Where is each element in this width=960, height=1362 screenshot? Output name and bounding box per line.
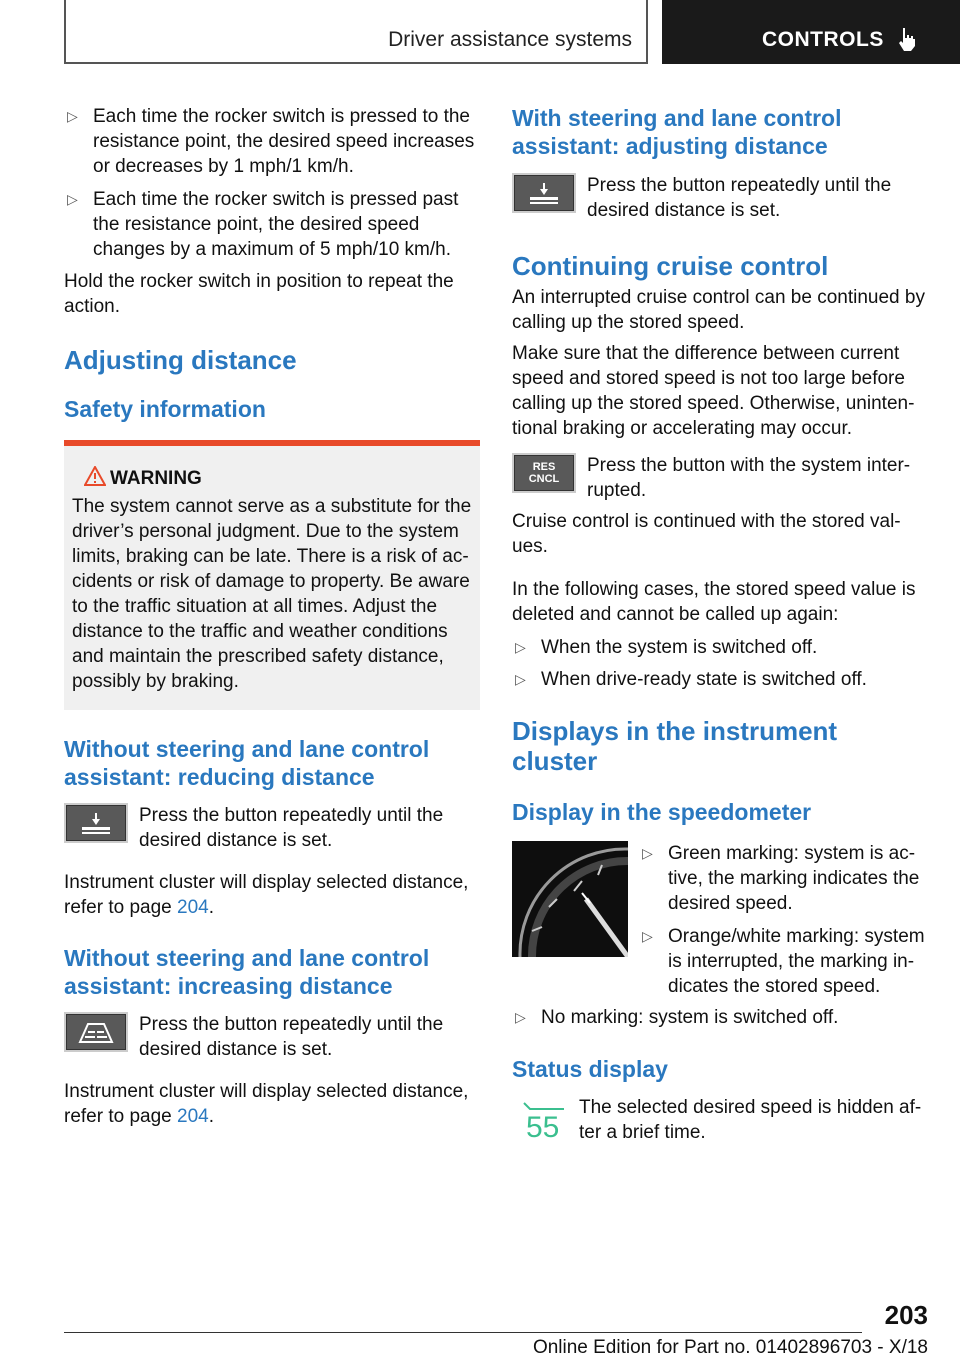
speedometer-block	[512, 841, 928, 997]
page-link-204[interactable]: 204	[177, 1106, 209, 1127]
heading-with-steering: With steering and lane control assistant: adjusting distance	[512, 105, 842, 159]
speedometer-image	[512, 841, 628, 957]
header-controls-tab	[662, 0, 960, 64]
warning-body: The system cannot serve as a substitute for the driver’s personal judgment. Due to the system limits, braking can be late. There is a risk of ac‐cidents or risk of damage to property. Be aware to the traffic situation at all times. Adjust the distance to the traffic and weather conditions and maintain the prescribed safety distance, possibly by braking.	[72, 496, 472, 692]
warning-title: WARNING	[72, 466, 474, 491]
status-block	[512, 1095, 928, 1155]
left-column	[64, 104, 480, 1129]
triangle-bullet-icon: ▷	[515, 639, 526, 655]
cont-p1: An interrupted cruise control can be continued by calling up the stored speed.	[512, 287, 925, 333]
with-button-text: Press the button repeatedly until the desired distance is set.	[587, 175, 892, 221]
res-button-text: Press the button with the system inter‐rupted.	[587, 455, 911, 501]
cont-p4: In the following cases, the stored speed value is deleted and cannot be called up again:	[512, 579, 916, 625]
reducing-after-text: Instrument cluster will display selected distance, refer to page 204.	[64, 872, 469, 918]
status-text: The selected desired speed is hidden af‐ter a brief time.	[579, 1097, 922, 1143]
heading-safety-information: Safety information	[64, 396, 266, 422]
triangle-bullet-icon: ▷	[515, 1009, 526, 1025]
heading-reducing-distance: Without steering and lane control assistant: reducing distance	[64, 736, 430, 790]
increasing-after-text: Instrument cluster will display selected distance, refer to page 204.	[64, 1081, 469, 1127]
warning-triangle-icon	[84, 466, 106, 486]
triangle-bullet-icon: ▷	[67, 108, 78, 124]
list-item: ▷ Each time the rocker switch is pressed to the resistance point, the desired speed increases or decreases by 1 mph/1 km/h.	[67, 106, 475, 177]
with-button-row	[512, 173, 928, 223]
list-item: ▷ When the system is switched off.	[515, 637, 818, 658]
hand-pointer-icon	[896, 26, 918, 57]
status-speed-number: 55	[526, 1111, 560, 1144]
distance-increase-button-icon	[64, 1012, 128, 1052]
header-section-box	[64, 0, 648, 64]
increasing-button-text: Press the button repeatedly until the desired distance is set.	[139, 1014, 444, 1060]
footer-edition: Online Edition for Part no. 01402896703 - X/18	[532, 1337, 928, 1358]
triangle-bullet-icon: ▷	[67, 191, 78, 207]
triangle-bullet-icon: ▷	[515, 671, 526, 687]
reducing-button-text: Press the button repeatedly until the desired distance is set.	[139, 805, 444, 851]
distance-reduce-button-icon	[64, 803, 128, 843]
triangle-bullet-icon: ▷	[642, 845, 653, 861]
header-tab-label: CONTROLS	[762, 28, 884, 51]
heading-increasing-distance: Without steering and lane control assistant: increasing distance	[64, 945, 430, 999]
list-item: ▷ Green marking: system is ac‐tive, the marking indicates the desired speed.	[642, 843, 920, 914]
res-button-row	[512, 453, 928, 503]
list-item: ▷ When drive-ready state is switched off.	[515, 669, 867, 690]
heading-status-display: Status display	[512, 1056, 668, 1082]
list-item: ▷ No marking: system is switched off.	[515, 1007, 839, 1028]
hold-text: Hold the rocker switch in position to repeat the action.	[64, 271, 454, 317]
header-section-title: Driver assistance systems	[388, 28, 632, 51]
list-item: ▷ Orange/white marking: system is interrupted, the marking in‐dicates the stored speed.	[642, 926, 925, 997]
triangle-bullet-icon: ▷	[642, 928, 653, 944]
heading-display-speedometer: Display in the speedometer	[512, 799, 812, 825]
heading-adjusting-distance: Adjusting distance	[64, 345, 297, 375]
heading-continuing-cruise-control: Continuing cruise control	[512, 251, 829, 281]
heading-displays-instrument-cluster: Displays in the instrument cluster	[512, 716, 838, 776]
list-item: ▷ Each time the rocker switch is pressed past the resistance point, the desired speed changes by a maximum of 5 mph/10 km/h.	[67, 189, 459, 260]
warning-box	[64, 440, 480, 710]
reducing-button-row	[64, 803, 480, 853]
distance-adjust-button-icon	[512, 173, 576, 213]
footer-divider	[64, 1332, 862, 1333]
cont-p2: Make sure that the difference between current speed and stored speed is not too large before calling up the stored speed. Otherwise, uninten‐tional braking or accelerating may occur.	[512, 343, 915, 439]
right-column	[512, 104, 928, 1155]
increasing-button-row	[64, 1012, 480, 1062]
page-number: 203	[884, 1300, 928, 1330]
page-link-204[interactable]: 204	[177, 897, 209, 918]
res-cncl-button-icon: RES CNCL	[512, 453, 576, 493]
status-speed-icon	[522, 1097, 566, 1147]
cont-p3: Cruise control is continued with the stored val‐ues.	[512, 511, 901, 557]
